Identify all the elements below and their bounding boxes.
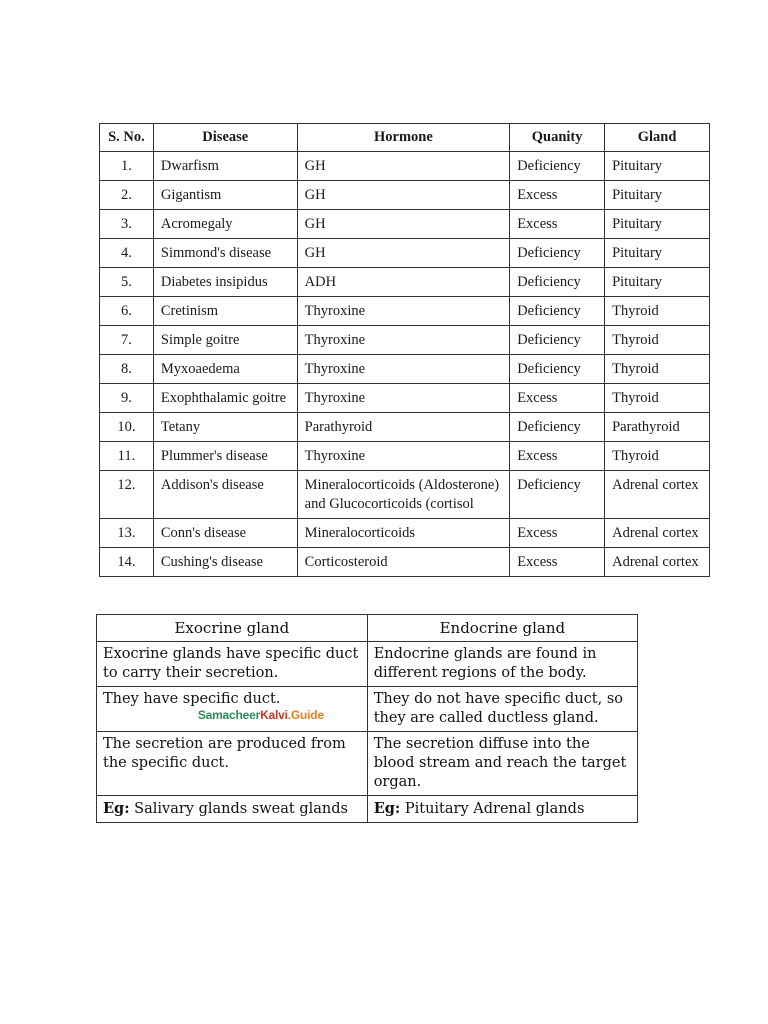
hormone-cell: Mineralocorticoids (Aldosterone) and Glucocorticoids (cortisol: [297, 471, 510, 519]
gland-cell: Thyroid: [605, 355, 710, 384]
sno-cell: 11.: [100, 442, 154, 471]
disease-cell: Tetany: [153, 413, 297, 442]
gland-cell: Pituitary: [605, 181, 710, 210]
disease-cell: Plummer's disease: [153, 442, 297, 471]
hormone-cell: GH: [297, 181, 510, 210]
table-header-row: [97, 615, 638, 642]
sno-cell: 8.: [100, 355, 154, 384]
table-header-row: [100, 124, 710, 152]
gland-cell: Pituitary: [605, 210, 710, 239]
header-disease: Disease: [153, 124, 297, 152]
sno-cell: 7.: [100, 326, 154, 355]
disease-hormone-table: [99, 123, 710, 577]
table-row: [100, 297, 710, 326]
hormone-cell: Parathyroid: [297, 413, 510, 442]
sno-cell: 3.: [100, 210, 154, 239]
quantity-cell: Deficiency: [510, 239, 605, 268]
disease-cell: Simmond's disease: [153, 239, 297, 268]
exocrine-example: Salivary glands sweat glands: [134, 801, 348, 817]
example-label: Eg:: [103, 800, 130, 817]
sno-cell: 14.: [100, 548, 154, 577]
example-label: Eg:: [373, 800, 401, 817]
sno-cell: 4.: [100, 239, 154, 268]
table-row: [100, 355, 710, 384]
hormone-cell: Corticosteroid: [297, 548, 510, 577]
table-row: [100, 471, 710, 519]
gland-cell: Pituitary: [605, 152, 710, 181]
header-quantity: Quanity: [510, 124, 605, 152]
table-row: [100, 210, 710, 239]
hormone-cell: GH: [297, 239, 510, 268]
hormone-cell: GH: [297, 152, 510, 181]
disease-cell: Cretinism: [153, 297, 297, 326]
quantity-cell: Deficiency: [510, 413, 605, 442]
gland-cell: Thyroid: [605, 297, 710, 326]
table-row: [100, 442, 710, 471]
sno-cell: 1.: [100, 152, 154, 181]
exocrine-example-cell: [97, 796, 368, 823]
gland-cell: Thyroid: [605, 384, 710, 413]
sno-cell: 12.: [100, 471, 154, 519]
header-endocrine: Endocrine gland: [367, 615, 637, 642]
table-row: [100, 152, 710, 181]
table-row: [100, 268, 710, 297]
quantity-cell: Excess: [510, 442, 605, 471]
sno-cell: 6.: [100, 297, 154, 326]
disease-cell: Dwarfism: [153, 152, 297, 181]
sno-cell: 9.: [100, 384, 154, 413]
exocrine-cell: [97, 687, 368, 732]
gland-cell: Adrenal cortex: [605, 471, 710, 519]
disease-cell: Addison's disease: [153, 471, 297, 519]
table-row: [97, 687, 638, 732]
header-gland: Gland: [605, 124, 710, 152]
disease-cell: Simple goitre: [153, 326, 297, 355]
header-hormone: Hormone: [297, 124, 510, 152]
quantity-cell: Deficiency: [510, 355, 605, 384]
disease-cell: Cushing's disease: [153, 548, 297, 577]
endocrine-example: Pituitary Adrenal glands: [404, 801, 585, 817]
table-row: [100, 413, 710, 442]
quantity-cell: Deficiency: [510, 268, 605, 297]
disease-cell: Acromegaly: [153, 210, 297, 239]
exocrine-cell: The secretion are produced from the specific duct.: [97, 732, 368, 796]
table-row: [100, 548, 710, 577]
gland-cell: Adrenal cortex: [605, 548, 710, 577]
table-row: [97, 642, 638, 687]
gland-cell: Thyroid: [605, 326, 710, 355]
exocrine-endocrine-table: [96, 614, 638, 823]
hormone-cell: ADH: [297, 268, 510, 297]
endocrine-cell: Endocrine glands are found in different regions of the body.: [367, 642, 637, 687]
quantity-cell: Excess: [510, 384, 605, 413]
sno-cell: 10.: [100, 413, 154, 442]
table-row: [100, 181, 710, 210]
sno-cell: 5.: [100, 268, 154, 297]
endocrine-example-cell: [367, 796, 637, 823]
disease-cell: Gigantism: [153, 181, 297, 210]
gland-cell: Pituitary: [605, 268, 710, 297]
header-sno: S. No.: [100, 124, 154, 152]
quantity-cell: Deficiency: [510, 471, 605, 519]
header-exocrine: Exocrine gland: [97, 615, 368, 642]
endocrine-cell: They do not have specific duct, so they are called ductless gland.: [367, 687, 637, 732]
gland-cell: Adrenal cortex: [605, 519, 710, 548]
gland-cell: Pituitary: [605, 239, 710, 268]
hormone-cell: Thyroxine: [297, 355, 510, 384]
hormone-cell: Thyroxine: [297, 326, 510, 355]
table-row: [100, 326, 710, 355]
disease-cell: Myxoaedema: [153, 355, 297, 384]
exocrine-text: They have specific duct.: [103, 691, 281, 707]
exocrine-cell: Exocrine glands have specific duct to carry their secretion.: [97, 642, 368, 687]
disease-cell: Conn's disease: [153, 519, 297, 548]
gland-cell: Parathyroid: [605, 413, 710, 442]
gland-cell: Thyroid: [605, 442, 710, 471]
quantity-cell: Deficiency: [510, 326, 605, 355]
quantity-cell: Excess: [510, 548, 605, 577]
table-row: [97, 732, 638, 796]
endocrine-cell: The secretion diffuse into the blood stream and reach the target organ.: [367, 732, 637, 796]
hormone-cell: GH: [297, 210, 510, 239]
disease-cell: Diabetes insipidus: [153, 268, 297, 297]
table-row: [100, 239, 710, 268]
sno-cell: 13.: [100, 519, 154, 548]
hormone-cell: Thyroxine: [297, 384, 510, 413]
quantity-cell: Excess: [510, 519, 605, 548]
hormone-cell: Thyroxine: [297, 297, 510, 326]
quantity-cell: Excess: [510, 210, 605, 239]
watermark-logo: SamacheerKalvi.Guide: [197, 708, 324, 722]
quantity-cell: Deficiency: [510, 297, 605, 326]
disease-cell: Exophthalamic goitre: [153, 384, 297, 413]
example-row: [97, 796, 638, 823]
hormone-cell: Mineralocorticoids: [297, 519, 510, 548]
hormone-cell: Thyroxine: [297, 442, 510, 471]
table-row: [100, 384, 710, 413]
quantity-cell: Excess: [510, 181, 605, 210]
quantity-cell: Deficiency: [510, 152, 605, 181]
sno-cell: 2.: [100, 181, 154, 210]
table-row: [100, 519, 710, 548]
